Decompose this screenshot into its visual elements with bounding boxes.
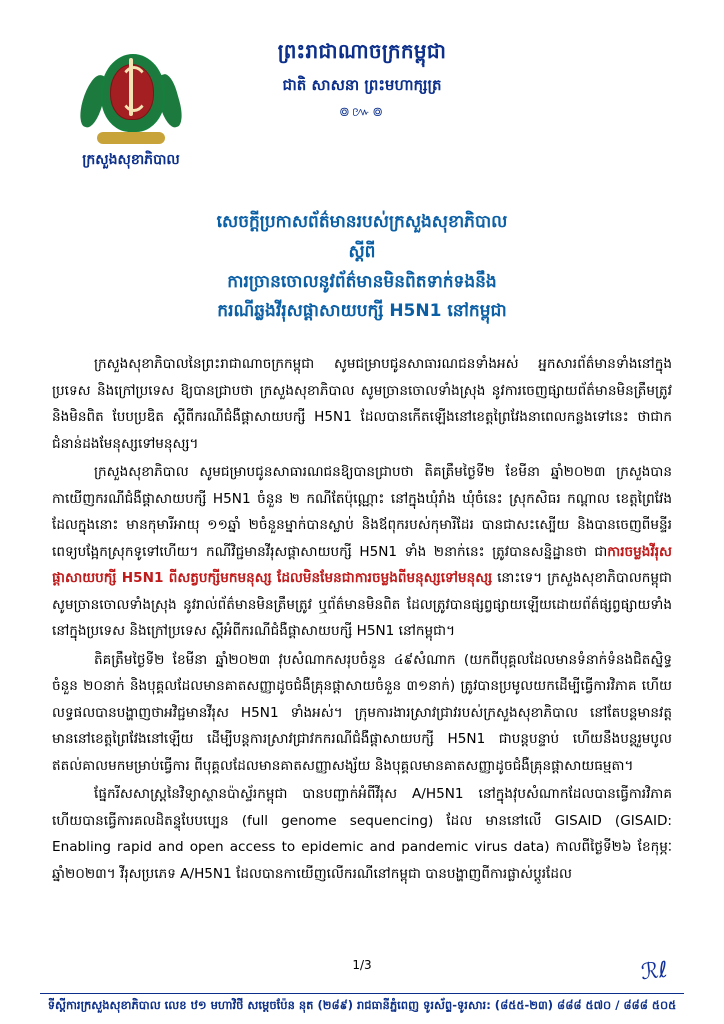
- paragraph-2: [52, 459, 672, 645]
- paragraph-4: ផ្នែករីសសាស្ត្រនៃវិទ្យាស្ថានប៉ាស្ទ័រកម្ពុជា បានបញ្ជាក់អំពីវីរុស A/H5N1 នៅក្នុងវុបសំណាកដែលបានធ្វើការវិភាគ ហើយបានធ្វើការគលដិតន្ទុបែបប្បេន (full genome sequencing) ដែល មាននៅលើ GISAID (GISAID: Enabling rapid and open access to epidemic and pandemic virus data) កាលពីថ្ងៃទី២៦ ខែកុម្ភៈ ឆ្នាំ២០២៣។ វីរុសប្រភេទ A/H5N1 ដែលបានកាយើញលើករណីនៅកម្ពុជា បានបង្ហាញពីការផ្លាស់ប្តូរដែល: [52, 786, 672, 882]
- document-header: [52, 0, 672, 178]
- ornament-divider: ៙៚៙: [339, 105, 385, 120]
- page-number: 1/3: [352, 958, 372, 972]
- title-line-3: ការច្រានចោលនូវព័ត៌មានមិនពិតទាក់ទងនឹង: [227, 271, 497, 292]
- paragraph-2-part-1: ក្រសួងសុខាភិបាល សូមជម្រាបជូនសាធារណជនឱ្យបានជ្រាបថា តិគត្រឹមថ្ងៃទី២ ខែមីនា ឆ្នាំ២០២៣ ក្រសួងបានកាយើញករណីជំងឺផ្តាសាយបក្សី H5N1 ចំនួន ២ កណីតែប៉ុណ្ណោះ នៅក្នុងឃុំរាំង ឃុំចំនេះ ស្រុកសិធរ កណ្តាល ខេត្តព្រៃវែង ដែលក្នុងនោះ មានកុមារីអាយុ ១១ឆ្នាំ ២ចំនួនម្នាក់បានស្លាប់ និងឪពុករបស់កុមារីដែរ បានជាសះស្បើយ និងបានចេញពីមន្ទីរពេទ្យបង្អែកស្រុកទូទៅហើយ។ កណីវិជ្ជមានវីរុសផ្តាសាយបក្សី H5N1 ទាំង ២នាក់នេះ ត្រូវបានសន្និដ្ឋានថា ជា: [52, 464, 672, 560]
- kingdom-title: ព្រះរាជាណាចក្រកម្ពុជា: [277, 39, 447, 63]
- title-line-2: ស្តីពី: [348, 241, 376, 262]
- document-title: [52, 208, 672, 327]
- kingdom-heading: [52, 38, 672, 123]
- title-line-1: សេចក្តីប្រកាសព័ត៌មានរបស់ក្រសួងសុខាភិបាល: [216, 212, 508, 232]
- paragraph-1: ក្រសួងសុខាភិបាលនៃព្រះរាជាណាចក្រកម្ពុជា សូមជម្រាបជូនសាធារណជនទាំងអស់ អ្នកសារព័ត៌មានទាំងនៅក្នុងប្រទេស និងក្រៅប្រទេស ឱ្យបានជ្រាបថា ក្រសួងសុខាភិបាល សូមច្រានចោលទាំងស្រុង នូវការចេញផ្សាយព័ត៌មានមិនត្រឹមត្រូវ និងមិនពិត បែបប្រឌិត ស្តីពីករណីជំងឺផ្តាសាយបក្សី H5N1 ដែលបានកើតឡើងនៅខេត្តព្រៃវែងនាពេលកន្លងទៅនេះ ថាជាកជំនាន់ដងមែនុស្សទៅមនុស្ស។: [52, 356, 672, 452]
- document-body: [52, 351, 672, 887]
- paragraph-2-highlight: ការចម្លងវីរុសផ្តាសាយបក្សី H5N1 ពីសត្វបក្សីមកមនុស្ស ដែលមិនមែនជាការចម្លងពីមនុស្សទៅមនុស្ស: [52, 543, 672, 586]
- ministry-label: ក្រសួងសុខាភិបាល: [82, 152, 180, 168]
- footer-address: ទីស្តីការក្រសួងសុខាភិបាល លេខ ឋ១ មហាវិថី សម្តេចប៉ែន នុត (២៨៩) រាជធានីភ្នំពេញ ទូរស័ព្ទ-ទូរសារ: (៨៥៥-២៣) ៨៨៨ ៥៧០ / ៨៨៨ ៥០៥: [47, 998, 677, 1012]
- paragraph-3: តិគត្រឹមថ្ងៃទី២ ខែមីនា ឆ្នាំ២០២៣ វុបសំណាកសរុបចំនួន ៤៩សំណាក (យកពីបុគ្គលដែលមានទំនាក់ទំនងជិតស្និទ្ធចំនួន ២០នាក់ និងបុគ្គលដែលមានគាតសញ្ញាដូចជំងឺគ្រុនផ្តាសាយចំនួន ៣១នាក់) ត្រូវបានប្រមូលយកដើម្បីធ្វើការវិភាគ ហើយលទ្ធផលបានបង្ហាញថាអវិជ្ជមានវីរុស H5N1 ទាំងអស់។ ក្រុមការងារស្រាវជ្រាវរបស់ក្រសួងសុខាភិបាល នៅតែបន្តមានវត្តមាននៅខេត្តព្រៃវែងនៅឡើយ ដើម្បីបន្តការស្រាវជ្រាវកករណីជំងឺផ្តាសាយបក្សី H5N1 ជាបន្តបន្ទាប់ ហើយនឹងបន្តរួមបូលឥតល់គាលមកមម្រាប់ធ្វើការ ពីបុគ្គលដែលមានគាតសញ្ញាសង្ស័យ និងបុគ្គលមានគាតសញ្ញាដូចជំងឺគ្រុនផ្តាសាយធម្មតា។: [52, 651, 672, 774]
- kingdom-motto: ជាតិ សាសនា ព្រះមហាក្សត្រ: [282, 76, 442, 94]
- signature-mark: ℛℓ: [640, 957, 670, 986]
- paragraph-2-part-2: នោះទេ។ ក្រសួងសុខាភិបាលកម្ពុជា សូមច្រានចោលទាំងស្រុង នូវរាល់ព័ត៌មានមិនត្រឹមត្រូវ ឬព័ត៌មានមិនពិត ដែលត្រូវបានផ្សព្វផ្សាយឡើយដោយព័ត៌ផ្សព្វផ្សាយទាំងនៅក្នុងប្រទេស និងក្រៅប្រទេស ស្តីអំពីករណីជំងឺផ្តាសាយបក្សី H5N1 នៅកម្ពុជា។: [52, 570, 672, 639]
- title-line-4: ករណីឆ្លងវីរុសផ្តាសាយបក្សី H5N1 នៅកម្ពុជា: [217, 301, 507, 322]
- footer-divider: [40, 993, 684, 994]
